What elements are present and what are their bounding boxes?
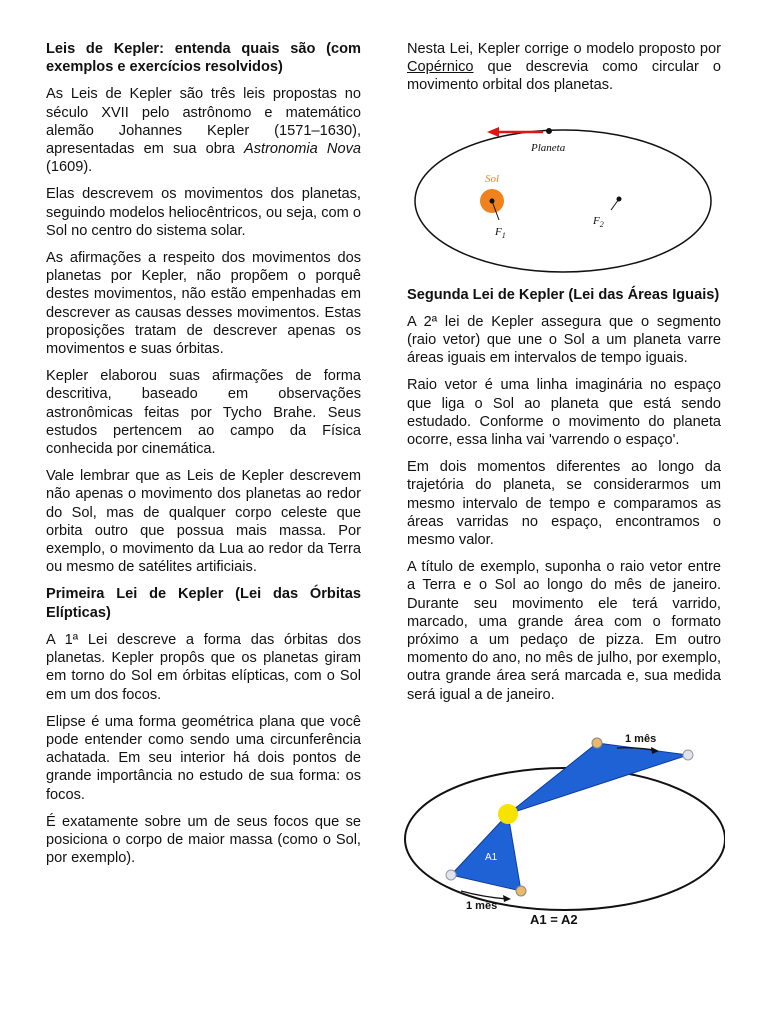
paragraph-example: A título de exemplo, suponha o raio vetor entre a Terra e o Sol ao longo do mês de janeiro. Durante seu movimento ele terá varrido, marcado, uma grande área com o formato próximo a um pedaço de pizza. Em outro momento do ano, no mês de julho, por exemplo, outra grande área será marcada e, sua medida será igual a de janeiro.: [407, 559, 721, 703]
bottom-interval-label: 1 mês: [466, 899, 498, 912]
paragraph-other-bodies: Vale lembrar que as Leis de Kepler descrevem não apenas o movimento dos planetas ao redor do Sol, mas de qualquer corpo celeste que orbita outro que possua mais massa. Por exemplo, o movimento da Lua ao redor da Terra ou mesmo de satélites artificiais.: [46, 468, 361, 576]
bottom-interval-arrowhead: [503, 895, 511, 902]
focus-2-label: $F_2$: [593, 214, 604, 229]
focus-2-pointer: [611, 199, 619, 210]
paragraph-radius-vector: Raio vetor é uma linha imaginária no espaço que liga o Sol ao planeta que está sendo estudado. Conforme o movimento do planeta ocorre, essa linha vai 'varrendo o espaço'.: [407, 377, 721, 449]
paragraph-heliocentric: Elas descrevem os movimentos dos planetas, seguindo modelos heliocêntricos, ou seja, com o Sol no centro do sistema solar.: [46, 186, 361, 239]
paragraph-equal-areas: Em dois momentos diferentes ao longo da trajetória do planeta, se considerarmos um mesmo intervalo de tempo e comparamos as áreas varridas no espaço, encontramos o mesmo valor.: [407, 459, 721, 549]
area-a2-label: A2: [598, 800, 611, 812]
paragraph-ellipse: Elipse é uma forma geométrica plana que você pode entender como sendo uma circunferência achatada. Em seu interior há dois pontos de grande importância no estudo de sua forma: os focos.: [46, 713, 361, 803]
paragraph-descriptive: Kepler elaborou suas afirmações de forma descritiva, baseado em observações astronômicas feitas por Tycho Brahe. Seus estudos pertencem ao campo da Física conhecida por cinemática.: [46, 368, 361, 458]
equation-label: A1 = A2: [530, 911, 578, 927]
sun-label: Sol: [485, 172, 500, 185]
left-column: [46, 40, 361, 876]
velocity-arrowhead: [487, 127, 499, 137]
top-interval-label: 1 mês: [625, 732, 657, 745]
paragraph-affirmations: As afirmações a respeito dos movimentos dos planetas por Kepler, não propõem o porquê destes movimentos, não estão empenhadas em descrever as causas desses movimentos. Estas proposições tratam de descrever apenas os movimentos e suas órbitas.: [46, 250, 361, 358]
paragraph-intro-text: As Leis de Kepler são três leis propostas no século XVII pelo astrônomo e matemático alemão Johannes Kepler (1571–1630), apresentadas em sua obra: [46, 86, 361, 158]
elliptical-orbit-diagram: [401, 104, 731, 274]
heading-first-law: Primeira Lei de Kepler (Lei das Órbitas Elípticas): [46, 586, 361, 621]
focus-1-label: $F_1$: [495, 225, 506, 240]
equal-areas-diagram: [403, 732, 725, 927]
paragraph-second-law: A 2ª lei de Kepler assegura que o segmento (raio vetor) que une o Sol a um planeta varre áreas iguais em intervalos de tempo iguais.: [407, 313, 721, 367]
area-a1-label: A1: [485, 851, 498, 863]
right-column: [407, 40, 721, 927]
heading-second-law: Segunda Lei de Kepler (Lei das Áreas Iguais): [407, 286, 720, 303]
paragraph-intro-end: (1609).: [46, 159, 93, 176]
planet-dot: [546, 128, 552, 134]
paragraph-first-law: A 1ª Lei descreve a forma das órbitas dos planetas. Kepler propôs que os planetas giram em torno do Sol em órbitas elípticas, com o Sol em um dos focos.: [46, 631, 361, 703]
article-title: Leis de Kepler: entenda quais são (com exemplos e exercícios resolvidos): [46, 41, 361, 76]
paragraph-copernicus: [407, 40, 721, 95]
sun-circle-2: [498, 804, 518, 824]
paragraph-focus: É exatamente sobre um de seus focos que se posiciona o corpo de maior massa (como o Sol, por exemplo).: [46, 813, 361, 867]
planet-position-4: [516, 886, 526, 896]
book-title: Astronomia Nova: [243, 141, 361, 158]
planet-position-2: [683, 750, 693, 760]
planet-label: Planeta: [531, 141, 566, 154]
paragraph-copernicus-text: Nesta Lei, Kepler corrige o modelo proposto por: [407, 41, 721, 57]
paragraph-copernicus-end: que descrevia como circular o movimento orbital dos planetas.: [407, 59, 721, 94]
paragraph-intro: [46, 85, 361, 176]
copernicus-link[interactable]: Copérnico: [407, 59, 474, 76]
planet-position-1: [592, 738, 602, 748]
planet-position-3: [446, 870, 456, 880]
